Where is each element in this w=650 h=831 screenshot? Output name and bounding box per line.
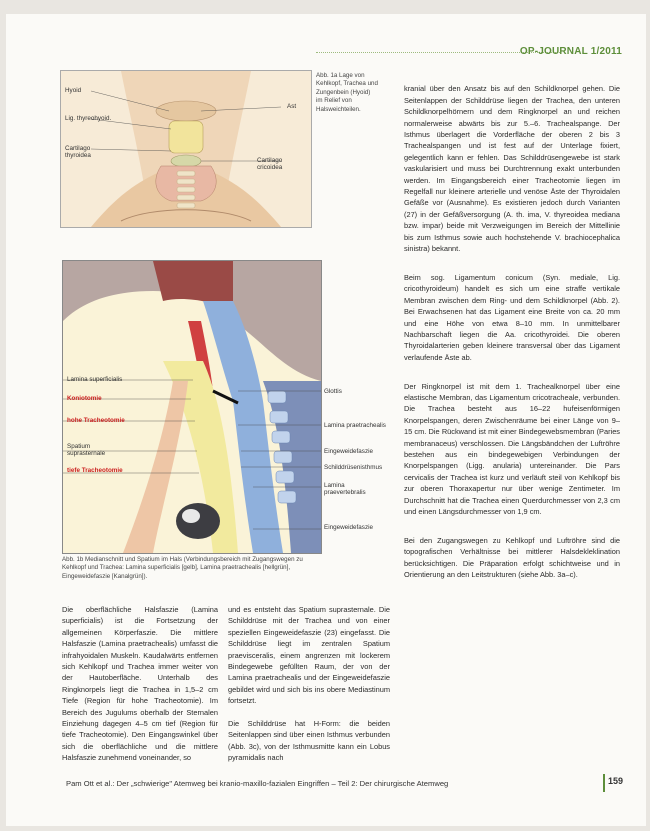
fig1b-label-lamina-superficialis: Lamina superficialis — [67, 376, 123, 383]
fig1b-label-koniotomie: Koniotomie — [67, 395, 102, 402]
fig1b-label-lamina-praetrachealis: Lamina praetrachealis — [324, 422, 386, 429]
right-paragraph-4: Bei den Zugangswegen zu Kehlkopf und Luftröhre sind die topografischen Verhältnisse bei mittlerer Halsdekleklination berücksichtigen. Die Präparation erfolgt schichtweise und in Orientierung an den Leitstrukturen (siehe Abb. 3a–c). — [404, 535, 620, 580]
fig1b-label-eingeweidefaszie-2: Eingeweidefaszie — [324, 524, 374, 531]
fig1a-label-lig-thyreohyoid: Lig. thyreohyoid. — [65, 115, 112, 122]
fig1b-label-hohe-tracheotomie: hohe Tracheotomie — [67, 417, 125, 424]
fig1a-label-cartilago-thyroidea: Cartilago thyroidea — [65, 145, 91, 159]
sagittal-section-illustration — [63, 261, 321, 553]
figure-1a — [60, 70, 312, 228]
fig1b-label-eingeweidefaszie: Eingeweidefaszie — [324, 448, 374, 455]
right-paragraph-2: Beim sog. Ligamentum conicum (Syn. mediale, Lig. cricothyroideum) handelt es sich um eine straffe vertikale Membran zwischen dem Ring- und dem Schildknorpel (Abb. 2). Bei Erwachsenen hat das Ligament eine Breite von ca. 20 mm und eine Höhe von etwa 8–10 mm. In unmittelbarer Nachbarschaft liegen die Aa. cricothyroidei. Die oberen Thyroidalarterien geben kleinere transversal über das Ligament verlaufende Äste ab. — [404, 272, 620, 362]
fig1a-label-hyoid: Hyoid — [65, 87, 82, 94]
left-text-column: Die oberflächliche Halsfaszie (Lamina superficialis) ist die Fortsetzung der allgemeinen Körperfaszie. Die mittlere Halsfaszie (Lamina praetrachealis) umfasst die infrahyoidalen Muskeln. Kaudalwärts entfernen sich Kehlkopf und Trachea immer weiter von der Hautoberfläche. Unterhalb des Ringknorpels liegt die Trachea in 1,5–2 cm Tiefe (Region für hohe Tracheotomie). Im Bereich des Jugulums oberhalb der Sternalen Einziehung dagegen 4–5 cm tief (Region für tiefe Tracheotomie). Den Eingangswinkel über sich die oberflächliche und die mittlere Halsfaszie zunehmend voneinander, so — [62, 605, 218, 763]
page-number: 159 — [608, 776, 624, 786]
fig1a-label-cartilago-cricoidea: Cartilago cricoidea — [257, 157, 283, 171]
fig1a-label-ast: Ast — [287, 103, 297, 110]
journal-page — [6, 14, 646, 826]
middle-text-column: und es entsteht das Spatium suprasternale. Die Schilddrüse mit der Trachea und von einer speziellen Eingeweidefaszie (23) eingefasst. Die Schilddrüse liegt im zentralen Spatium praevisceralis, einem angrenzen mit lockerem Bindegewebe gefüllten Raum, der von der Lamina praetrachealis und der Eingeweidefaszie gebildet wird und sich bis ins obere Mediastinum fortsetzt. Die Schilddrüse hat H-Form: die beiden Seitenlappen sind über einen Isthmus verbunden (Abb. 3c), von der Isthmusmitte kann ein Lobus pyramidalis nach — [228, 605, 390, 763]
fig1b-label-schilddruesenisthmus: Schilddrüsenisthmus — [324, 464, 383, 471]
fig1b-label-spatium-suprasternale: Spatium suprasternale — [67, 443, 106, 457]
article-citation: Pam Ott et al.: Der „schwierige" Atemweg bei kranio-maxillo-fazialen Eingriffen – Teil 2: Der chirurgische Atemweg — [66, 779, 449, 788]
fig1b-label-lamina-praevertebralis: Lamina praevertebralis — [324, 482, 366, 496]
figure-1a-caption: Abb. 1a Lage von Kehlkopf, Trachea und Zungenbein (Hyoid) im Relief von Halsweichteilen. — [316, 72, 378, 113]
right-text-column — [404, 72, 620, 598]
fig1b-label-glottis: Glottis — [324, 388, 342, 395]
figure-1b-caption: Abb. 1b Medianschnitt und Spatium im Hals (Verbindungsbereich mit Zugangswegen zu Kehlkopf und Trachea: Lamina superficialis [gelb], Lamina praetrachealis [hellgrün], Eingeweidefaszie [Kanalgrün]). — [62, 556, 303, 580]
right-paragraph-3: Der Ringknorpel ist mit dem 1. Trachealknorpel über eine elastische Membran, das Ligamentum cricotracheale, verbunden. Die Trachea besteht aus 16–22 hufeisenförmigen Knorpelspangen, deren Zwischenräume bei einer Länge von 9–15 cm. Die Rückwand ist mit einer Bindegewebsmembran (Paries membranaceus) verschlossen. Die Längsbändchen der Luftröhre bestehen aus ein bindegewebigen Verbindungen der Knorpelspangen (Ligg. anularia) untereinander. Die Pars cervicalis der Trachea ist kurz und verläuft steil von Kehlkopf bis zur oberen Thoraxapertur nur über wenige Zentimeter. Im Durchschnitt hat die Trachea einen Querdurchmesser von 2,3 cm und einen Längsdurchmesser von 1,9 cm. — [404, 381, 620, 517]
right-paragraph-1: kranial über den Ansatz bis auf den Schildknorpel gehen. Die Seitenlappen der Schilddrüse liegen der Trachea, den unteren Schildknorpelhörnern und dem Ringknorpel an und reichen normalerweise abwärts bis zur 5.–6. Trachealspange. Der Isthmus überlagert die Vorderfläche der oberen 2 bis 3 Trachealspangen und ist fest auf der Unterlage fixiert, gelegentlich kann er fehlen. Das Schilddrüsengewebe ist stark vaskularisiert und muss bei Durchtrennung exakt unterbunden werden. Im Eingangsbereich einer Tracheotomie liegen im Regelfall nur kleinere arterielle und venöse Äste der Thyroidalen Gefäße vor (Ausnahme). Es existieren jedoch durch Varianten (27) in der Gefäßversorgung (A. th. ima, V. thyreoidea mediana bzw. impar) beide mit Verzweigungen im Bereich der Mittellinie bis zum Isthmus sowie auch hochstehende V. brachiocephalica sinistra) bekannt. — [404, 84, 620, 254]
figure-1b — [62, 260, 322, 554]
page-number-bar — [603, 774, 605, 792]
fig1b-label-tiefe-tracheotomie: tiefe Tracheotomie — [67, 467, 123, 474]
journal-title: OP-JOURNAL 1/2011 — [519, 46, 622, 57]
